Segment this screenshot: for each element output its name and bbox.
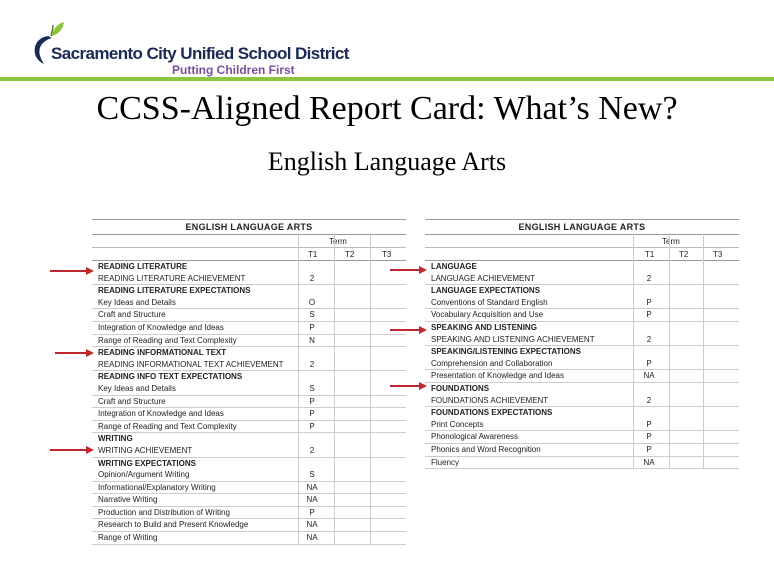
grade-row-label: Phonics and Word Recognition	[431, 444, 541, 454]
term-1-grade: NA	[306, 482, 318, 492]
section-header-row	[92, 347, 406, 359]
term-1-grade: S	[309, 310, 315, 320]
term-1-grade: P	[309, 507, 315, 517]
term-1-grade: P	[646, 444, 652, 454]
term-label: Term	[329, 237, 347, 246]
term-3-label: T3	[713, 250, 723, 259]
term-1-grade: NA	[306, 495, 318, 505]
grade-row-label: READING LITERATURE ACHIEVEMENT	[98, 273, 246, 283]
term-1-grade: P	[646, 432, 652, 442]
section-header-row	[92, 285, 406, 297]
term-3-label: T3	[382, 250, 392, 259]
grade-row	[425, 431, 739, 444]
term-1-grade: 2	[309, 359, 315, 369]
grade-row-label: Fluency	[431, 457, 460, 467]
grade-row-label: Informational/Explanatory Writing	[98, 482, 216, 492]
section-header-label: SPEAKING/LISTENING EXPECTATIONS	[431, 347, 581, 357]
card-title: ENGLISH LANGUAGE ARTS	[425, 219, 739, 235]
section-header-row	[425, 261, 739, 273]
grade-row-label: Comprehension and Collaboration	[431, 358, 553, 368]
district-name: Sacramento City Unified School District	[51, 44, 349, 63]
term-1-grade: NA	[643, 371, 655, 381]
term-1-grade: S	[309, 470, 315, 480]
term-header	[92, 235, 406, 248]
grade-row	[425, 457, 739, 470]
district-tagline: Putting Children First	[172, 63, 295, 77]
grade-row-label: READING INFORMATIONAL TEXT ACHIEVEMENT	[98, 359, 284, 369]
grade-row	[425, 273, 739, 286]
term-1-grade: 2	[646, 395, 652, 405]
section-header-row	[425, 322, 739, 334]
grade-row-label: Presentation of Knowledge and Ideas	[431, 371, 564, 381]
grid-line	[703, 233, 704, 469]
grade-row-label: Narrative Writing	[98, 495, 158, 505]
grade-row	[425, 309, 739, 322]
term-1-grade: NA	[643, 457, 655, 467]
grade-row-label: SPEAKING AND LISTENING ACHIEVEMENT	[431, 334, 595, 344]
section-header-label: READING INFO TEXT EXPECTATIONS	[98, 372, 243, 382]
section-header-label: WRITING	[98, 434, 133, 444]
term-columns	[425, 248, 739, 261]
grid-line	[298, 233, 299, 545]
grade-row-label: Range of Writing	[98, 533, 158, 543]
term-1-grade: P	[646, 358, 652, 368]
grade-row	[92, 322, 406, 335]
grade-row	[92, 482, 406, 495]
grade-row-label: Vocabulary Acquisition and Use	[431, 310, 544, 320]
term-1-grade: N	[309, 335, 315, 345]
grade-row	[92, 335, 406, 348]
grade-row-label: WRITING ACHIEVEMENT	[98, 445, 193, 455]
report-card-right	[425, 219, 739, 469]
term-1-grade: P	[309, 409, 315, 419]
grade-row	[92, 273, 406, 286]
grade-row-label: Print Concepts	[431, 419, 484, 429]
grade-row-label: Craft and Structure	[98, 396, 166, 406]
grade-row-label: Research to Build and Present Knowledge	[98, 520, 249, 530]
grade-row-label: Craft and Structure	[98, 310, 166, 320]
section-header-row	[425, 346, 739, 358]
grade-row-label: Opinion/Argument Writing	[98, 470, 190, 480]
grade-row	[92, 519, 406, 532]
grade-row-label: LANGUAGE ACHIEVEMENT	[431, 273, 536, 283]
grade-row-label: Integration of Knowledge and Ideas	[98, 322, 224, 332]
grade-row-label: Range of Reading and Text Complexity	[98, 335, 237, 345]
section-header-label: LANGUAGE	[431, 262, 477, 271]
term-1-grade: P	[646, 297, 652, 307]
grade-row-label: FOUNDATIONS ACHIEVEMENT	[431, 395, 549, 405]
grade-row	[92, 408, 406, 421]
term-1-label: T1	[645, 250, 655, 259]
card-title: ENGLISH LANGUAGE ARTS	[92, 219, 406, 235]
section-header-row	[425, 407, 739, 419]
term-1-grade: P	[309, 322, 315, 332]
grade-row	[92, 396, 406, 409]
term-1-grade: 2	[309, 445, 315, 455]
section-header-label: FOUNDATIONS EXPECTATIONS	[431, 408, 553, 418]
grade-row-label: Production and Distribution of Writing	[98, 507, 230, 517]
grade-row	[92, 421, 406, 434]
grade-row-label: Range of Reading and Text Complexity	[98, 421, 237, 431]
term-1-grade: P	[309, 421, 315, 431]
term-1-grade: P	[309, 396, 315, 406]
section-header-label: SPEAKING AND LISTENING	[431, 322, 537, 332]
term-header	[425, 235, 739, 248]
grade-row	[425, 419, 739, 432]
section-header-label: WRITING EXPECTATIONS	[98, 458, 196, 468]
grade-row-label: Phonological Awareness	[431, 432, 519, 442]
district-logo	[22, 14, 349, 80]
grade-row	[92, 383, 406, 396]
grade-row	[92, 445, 406, 458]
grid-line	[370, 233, 371, 545]
section-header-label: FOUNDATIONS	[431, 383, 490, 393]
term-1-grade: 2	[309, 273, 315, 283]
grade-row	[425, 358, 739, 371]
section-header-row	[92, 261, 406, 273]
grade-row	[425, 395, 739, 408]
grid-line	[633, 233, 634, 469]
grid-line	[334, 233, 335, 545]
grade-row	[425, 444, 739, 457]
section-header-label: READING LITERATURE	[98, 262, 188, 271]
grade-row-label: Conventions of Standard English	[431, 297, 548, 307]
term-1-grade: P	[646, 310, 652, 320]
grade-row	[425, 334, 739, 347]
grade-row	[425, 297, 739, 310]
section-header-row	[425, 383, 739, 395]
term-1-grade: 2	[646, 273, 652, 283]
slide-subtitle: English Language Arts	[267, 147, 507, 176]
grade-row	[92, 469, 406, 482]
term-2-label: T2	[345, 250, 355, 259]
grade-row-label: Key Ideas and Details	[98, 297, 176, 307]
term-1-grade: 2	[646, 334, 652, 344]
header-divider	[0, 77, 774, 81]
section-header-row	[425, 285, 739, 297]
term-1-grade: NA	[306, 520, 318, 530]
grade-row	[92, 494, 406, 507]
grade-row	[92, 507, 406, 520]
grid-line	[669, 233, 670, 469]
grade-row	[92, 359, 406, 372]
term-columns	[92, 248, 406, 261]
section-header-label: READING INFORMATIONAL TEXT	[98, 348, 227, 358]
section-header-row	[92, 371, 406, 383]
grade-row	[425, 370, 739, 383]
grade-row	[92, 297, 406, 310]
right-rows	[425, 261, 739, 469]
term-1-grade: S	[309, 383, 315, 393]
term-1-grade: P	[646, 419, 652, 429]
term-1-grade: NA	[306, 533, 318, 543]
grade-row	[92, 309, 406, 322]
grade-row-label: Key Ideas and Details	[98, 383, 176, 393]
report-card-left	[92, 219, 406, 545]
term-1-label: T1	[308, 250, 318, 259]
term-2-label: T2	[679, 250, 689, 259]
grade-row	[92, 532, 406, 545]
section-header-row	[92, 458, 406, 470]
slide-title: CCSS-Aligned Report Card: What’s New?	[96, 90, 678, 127]
left-rows	[92, 261, 406, 545]
section-header-row	[92, 433, 406, 445]
section-header-label: LANGUAGE EXPECTATIONS	[431, 286, 541, 296]
term-1-grade: O	[308, 297, 316, 307]
term-label: Term	[662, 237, 680, 246]
grade-row-label: Integration of Knowledge and Ideas	[98, 409, 224, 419]
section-header-label: READING LITERATURE EXPECTATIONS	[98, 286, 251, 296]
